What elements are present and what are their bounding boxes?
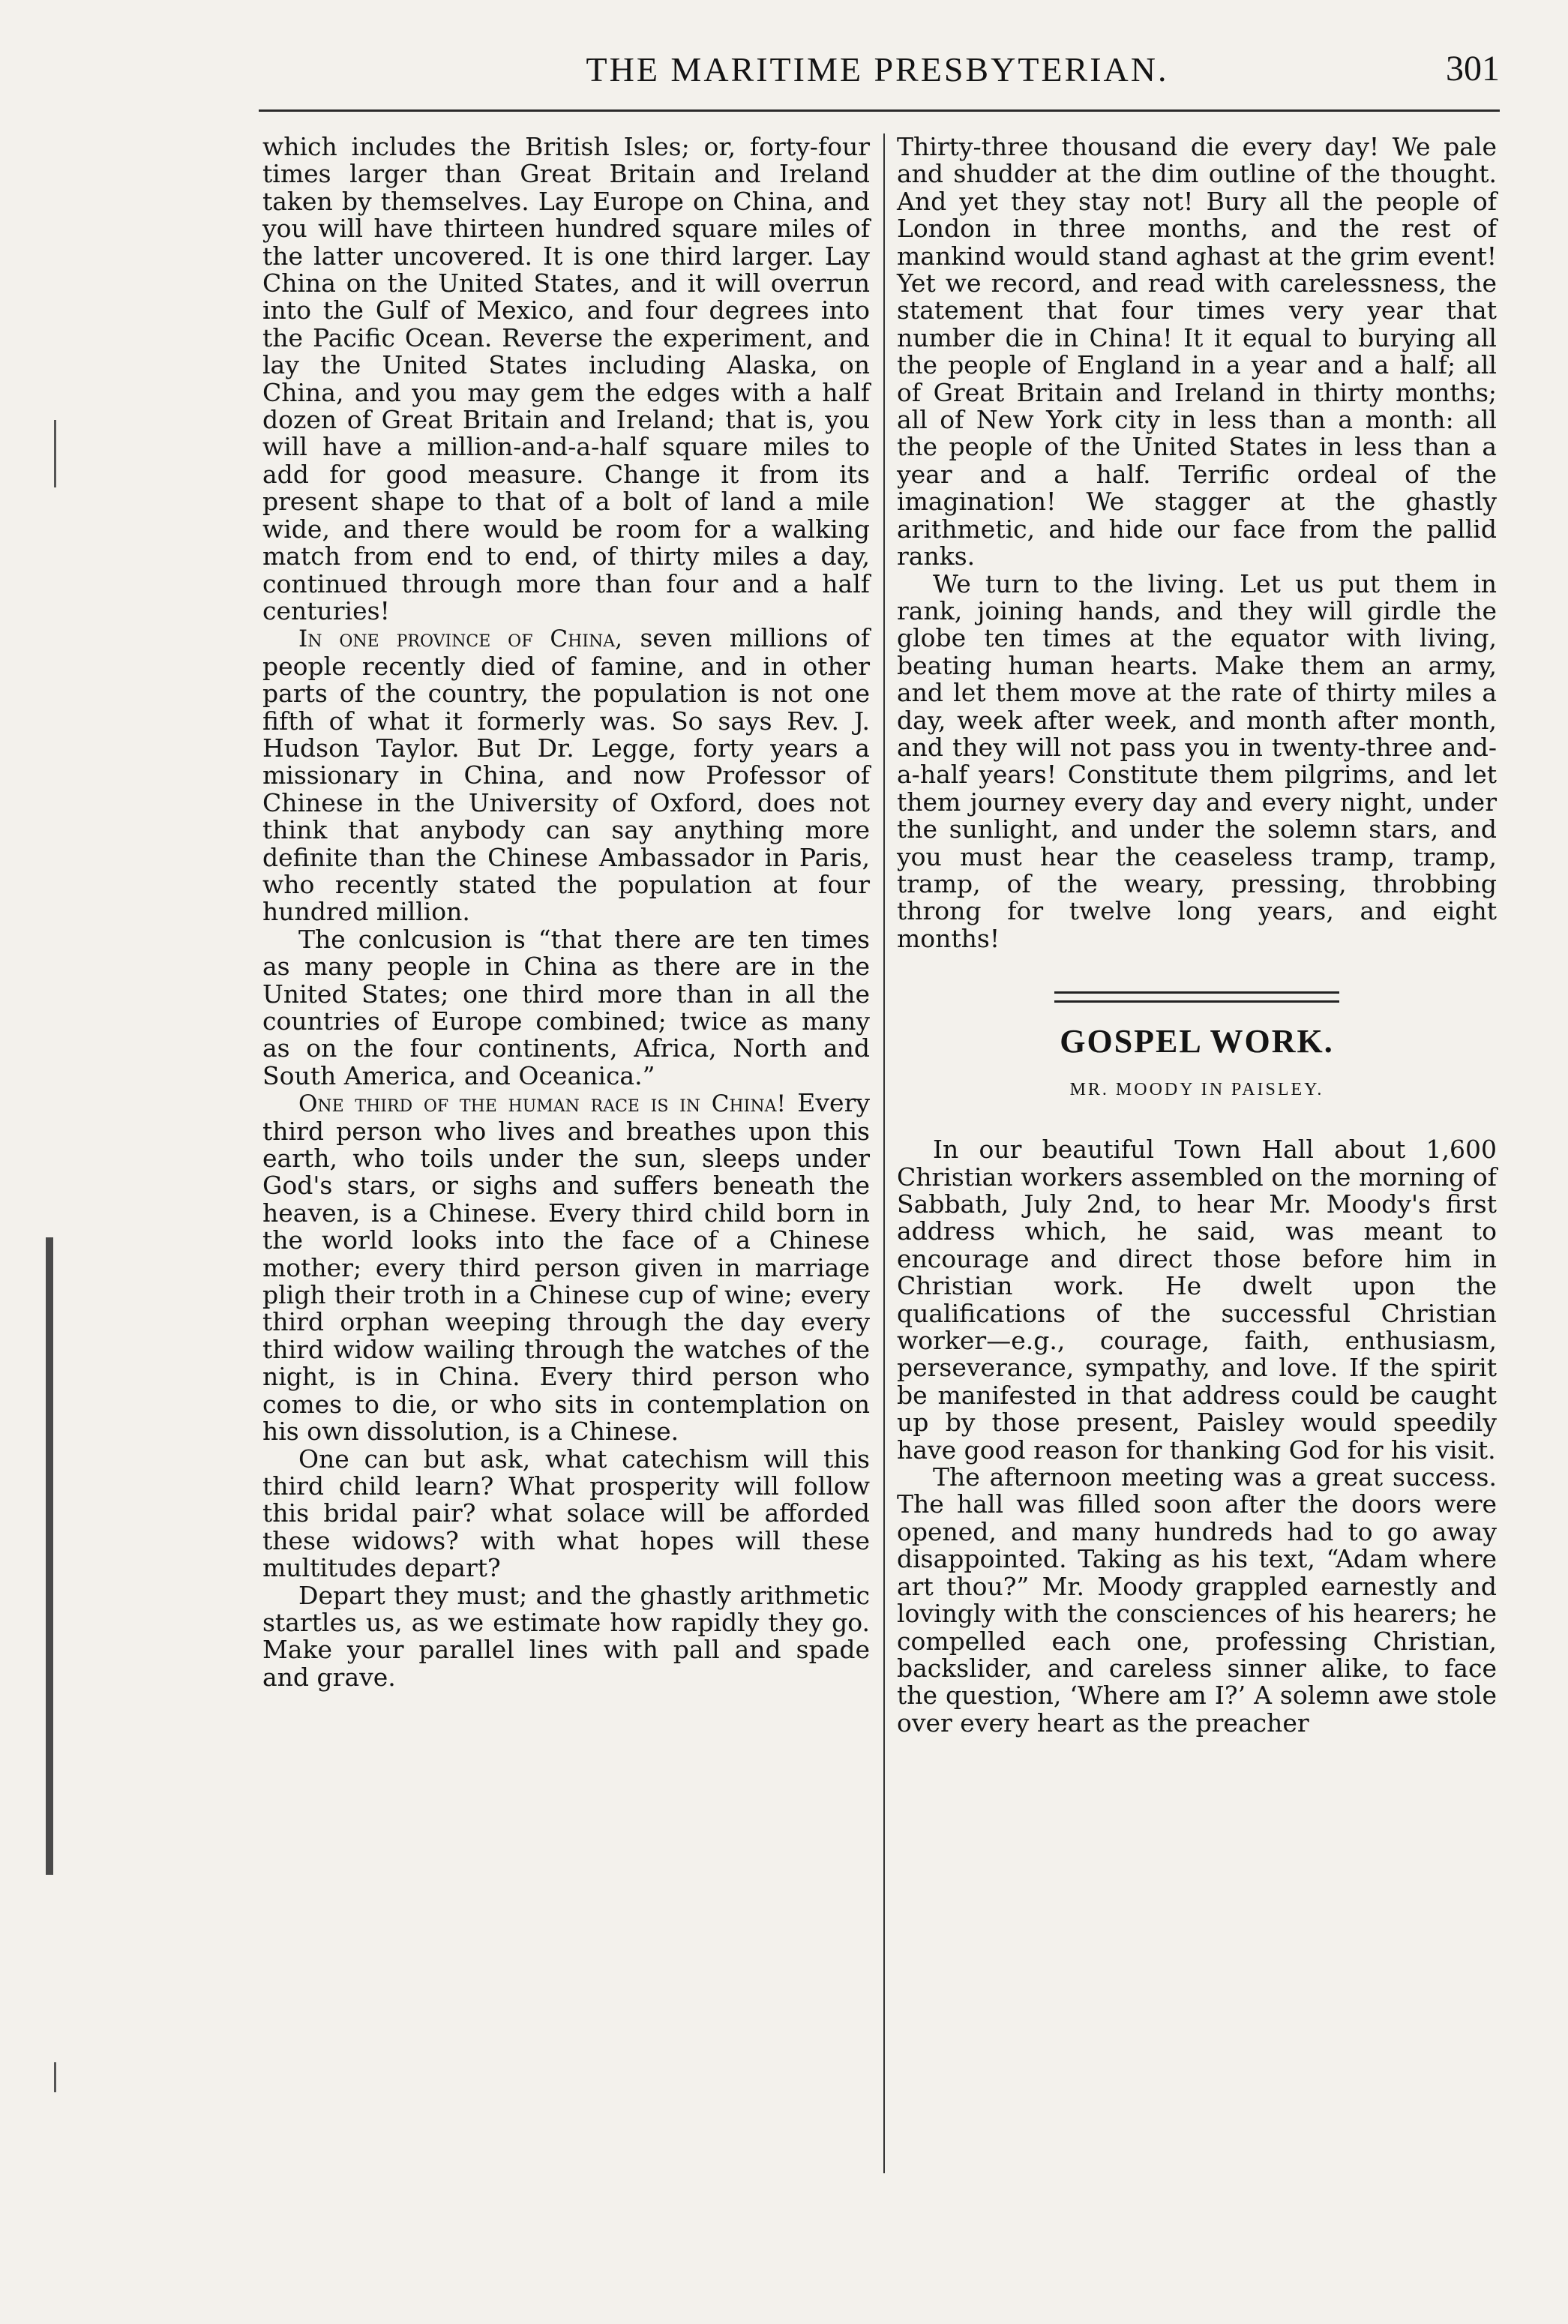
- paragraph: One can but ask, what catechism will this third child learn? What prosperity will follow this bridal pair? what solace will be afforded these widows? with what hopes will these multitudes depart?: [262, 1444, 870, 1583]
- left-column: [262, 133, 870, 1691]
- paragraph: Thirty-three thousand die every day! We pale and shudder at the dim outline of the thought. And yet they stay not! Bury all the people of London in three months, and the rest of mankind would stand aghast at the grim event! Yet we record, and read with carelessness, the statement that four times very year that number die in China! It it equal to burying all the people of England in a year and a half; all of Great Britain and Ireland in thirty months; all of New York city in less than a month: all the people of the United States in less than a year and a half. Terrific ordeal of the imagination! We stagger at the ghastly arithmetic, and hide our face from the pallid ranks.: [897, 132, 1497, 571]
- paragraph: In our beautiful Town Hall about 1,600 Christian workers assembled on the morning of Sabbath, July 2nd, to hear Mr. Moody's first address which, he said, was meant to encourage and direct those before him in Christian work. He dwelt upon the qualifications of the successful Christian worker—e.g., courage, faith, enthusiasm, perseverance, sympathy, and love. If the spirit be manifested in that address could be caught up by those present, Paisley would speedily have good reason for thanking God for his visit.: [897, 1135, 1497, 1465]
- right-column: [897, 133, 1497, 1737]
- paragraph: [262, 1090, 870, 1445]
- margin-mark: [54, 420, 56, 487]
- lead-in: One third of the human race is in China!: [298, 1090, 786, 1118]
- section-subheading: MR. MOODY IN PAISLEY.: [1069, 1080, 1324, 1100]
- section-heading: GOSPEL WORK.: [1060, 1023, 1334, 1060]
- section-rule: [1054, 991, 1339, 1003]
- margin-binding-mark: [46, 1237, 53, 1875]
- lead-in: In one province of China,: [298, 625, 622, 653]
- page-number: 301: [1446, 49, 1500, 88]
- paragraph: which includes the British Isles; or, forty-four times larger than Great Britain and Ireland taken by themselves. Lay Europe on China, and you will have thirteen hundred square miles of the latter uncovered. It is one third larger. Lay China on the United States, and it will overrun into the Gulf of Mexico, and four degrees into the Pacific Ocean. Reverse the experiment, and lay the United States including Alaska, on China, and you may gem the edges with a half dozen of Great Britain and Ireland; that is, you will have a million-and-a-half square miles to add for good measure. Change it from its present shape to that of a bolt of land a mile wide, and there would be room for a walking match from end to end, of thirty miles a day, continued through more than four and a half centuries!: [262, 132, 870, 625]
- publication-title: THE MARITIME PRESBYTERIAN.: [586, 50, 1169, 88]
- paragraph: Depart they must; and the ghastly arithmetic startles us, as we estimate how rapidly they go. Make your parallel lines with pall and spade and grave.: [262, 1580, 870, 1692]
- header-rule: [259, 109, 1500, 112]
- running-header: [255, 43, 1500, 103]
- margin-mark: [54, 2062, 56, 2092]
- paragraph: [262, 625, 870, 925]
- paragraph-body: seven millions of people recently died of famine, and in other parts of the country, the population is not one fifth of what it formerly was. So says Rev. J. Hudson Taylor. But Dr. Legge, forty years a missionary in China, and now Professor of Chinese in the University of Oxford, does not think that anybody can say anything more definite than the Chinese Ambassador in Paris, who recently stated the population at four hundred million.: [262, 623, 870, 927]
- paragraph-body: Every third person who lives and breathes upon this earth, who toils under the sun, sleeps under God's stars, or sighs and suffers beneath the heaven, is a Chinese. Every third child born in the world looks into the face of a Chinese mother; every third person given in marriage pligh their troth in a Chinese cup of wine; every third orphan weeping through the day every third widow wailing through the watches of the night, is in China. Every third person who comes to die, or who sits in contemplation on his own dissolution, is a Chinese.: [262, 1088, 870, 1447]
- column-divider: [883, 133, 885, 2173]
- section-header: [897, 991, 1497, 1100]
- paragraph: We turn to the living. Let us put them in rank, joining hands, and they will girdle the globe ten times at the equator with living, beating human hearts. Make them an army, and let them move at the rate of thirty miles a day, week after week, and month after month, and they will not pass you in twenty-three and-a-half years! Constitute them pilgrims, and let them journey every day and every night, under the sunlight, and under the solemn stars, and you must hear the ceaseless tramp, tramp, tramp, of the weary, pressing, throbbing throng for twelve long years, and eight months!: [897, 568, 1497, 953]
- paragraph: The afternoon meeting was a great success. The hall was filled soon after the doors were opened, and many hundreds had to go away disappointed. Taking as his text, “Adam where art thou?” Mr. Moody grappled earnestly and lovingly with the consciences of his hearers; he compelled each one, professing Christian, backslider, and careless sinner alike, to face the question, ‘Where am I?’ A solemn awe stole over every heart as the preacher: [897, 1462, 1497, 1738]
- paragraph: The conlcusion is “that there are ten times as many people in China as there are in the United States; one third more than in all the countries of Europe combined; twice as many as on the four continents, Africa, North and South America, and Oceanica.”: [262, 924, 870, 1090]
